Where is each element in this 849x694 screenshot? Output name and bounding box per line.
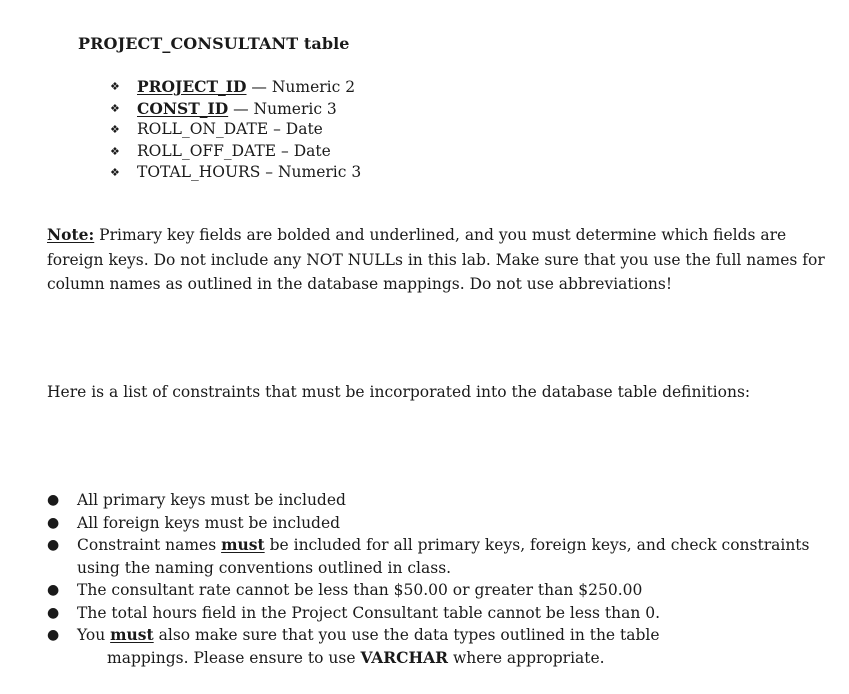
field-item bbox=[108, 162, 361, 184]
constraint-text-pre: You bbox=[77, 626, 111, 644]
field-separator: – bbox=[260, 163, 278, 181]
field-separator: — bbox=[246, 78, 272, 96]
constraint-text-pre: mappings. Please ensure to use bbox=[107, 648, 361, 667]
constraint-item bbox=[47, 624, 837, 669]
constraint-item bbox=[47, 602, 837, 625]
diamond-bullet-icon: ❖ bbox=[110, 123, 120, 136]
field-name: PROJECT_ID bbox=[137, 77, 247, 96]
constraints-intro: Here is a list of constraints that must be incorporated into the database table definitions: bbox=[47, 383, 751, 401]
diamond-bullet-icon: ❖ bbox=[110, 101, 120, 115]
field-name: ROLL_OFF_DATE bbox=[137, 141, 277, 160]
constraint-text: All foreign keys must be included bbox=[77, 513, 341, 532]
field-separator: – bbox=[276, 141, 294, 160]
constraint-text: The total hours field in the Project Consultant table cannot be less than 0. bbox=[77, 603, 661, 622]
constraint-item bbox=[47, 512, 837, 535]
field-separator: – bbox=[268, 120, 286, 138]
note-text: Primary key fields are bolded and underlined, and you must determine which fields are foreign keys. Do not include any NOT NULLs in this lab. Make sure that you use the full names for column names as outlined in the database mappings. Do not use abbreviations! bbox=[47, 226, 825, 294]
field-type: Numeric 3 bbox=[277, 163, 362, 181]
field-name: CONST_ID bbox=[137, 98, 229, 118]
field-name: TOTAL_HOURS bbox=[137, 163, 261, 181]
constraint-text-post: also make sure that you use the data types outlined in the table bbox=[153, 626, 660, 644]
table-title: PROJECT_CONSULTANT table bbox=[78, 34, 350, 53]
note-label: Note: bbox=[47, 225, 95, 244]
field-type: Numeric 2 bbox=[271, 78, 356, 96]
note-paragraph bbox=[47, 223, 837, 297]
bullet-dot-icon: ● bbox=[47, 627, 60, 643]
constraint-item bbox=[47, 534, 837, 579]
bullet-dot-icon: ● bbox=[47, 492, 60, 508]
bullet-dot-icon: ● bbox=[47, 604, 60, 621]
constraint-text-post: be included for all primary keys, foreign keys, and check constraints using the naming conventions outlined in class. bbox=[77, 536, 810, 577]
constraint-continuation bbox=[77, 647, 837, 670]
diamond-bullet-icon: ❖ bbox=[110, 144, 120, 158]
emphasis-must: must bbox=[221, 535, 265, 554]
bullet-dot-icon: ● bbox=[47, 582, 60, 598]
diamond-bullet-icon: ❖ bbox=[110, 80, 120, 93]
bullet-dot-icon: ● bbox=[47, 514, 60, 531]
constraint-text-post: where appropriate. bbox=[448, 648, 605, 667]
field-name: ROLL_ON_DATE bbox=[137, 120, 269, 138]
emphasis-must: must bbox=[110, 625, 154, 644]
field-item bbox=[108, 76, 361, 98]
constraint-text-pre: Constraint names bbox=[77, 536, 222, 554]
field-type: Date bbox=[293, 141, 331, 160]
emphasis-varchar: VARCHAR bbox=[360, 647, 449, 667]
field-type: Numeric 3 bbox=[253, 99, 337, 118]
constraint-text: The consultant rate cannot be less than $50.00 or greater than $250.00 bbox=[77, 581, 643, 599]
field-item bbox=[108, 141, 361, 163]
constraint-item bbox=[47, 489, 837, 512]
field-item bbox=[108, 119, 361, 141]
diamond-bullet-icon: ❖ bbox=[110, 166, 120, 179]
constraint-item bbox=[47, 579, 837, 602]
bullet-dot-icon: ● bbox=[47, 537, 60, 553]
field-type: Date bbox=[285, 120, 323, 138]
field-list bbox=[108, 76, 361, 184]
constraints-list bbox=[47, 489, 837, 669]
field-separator: — bbox=[228, 99, 254, 118]
constraint-text: All primary keys must be included bbox=[77, 491, 346, 509]
field-item bbox=[108, 98, 361, 120]
